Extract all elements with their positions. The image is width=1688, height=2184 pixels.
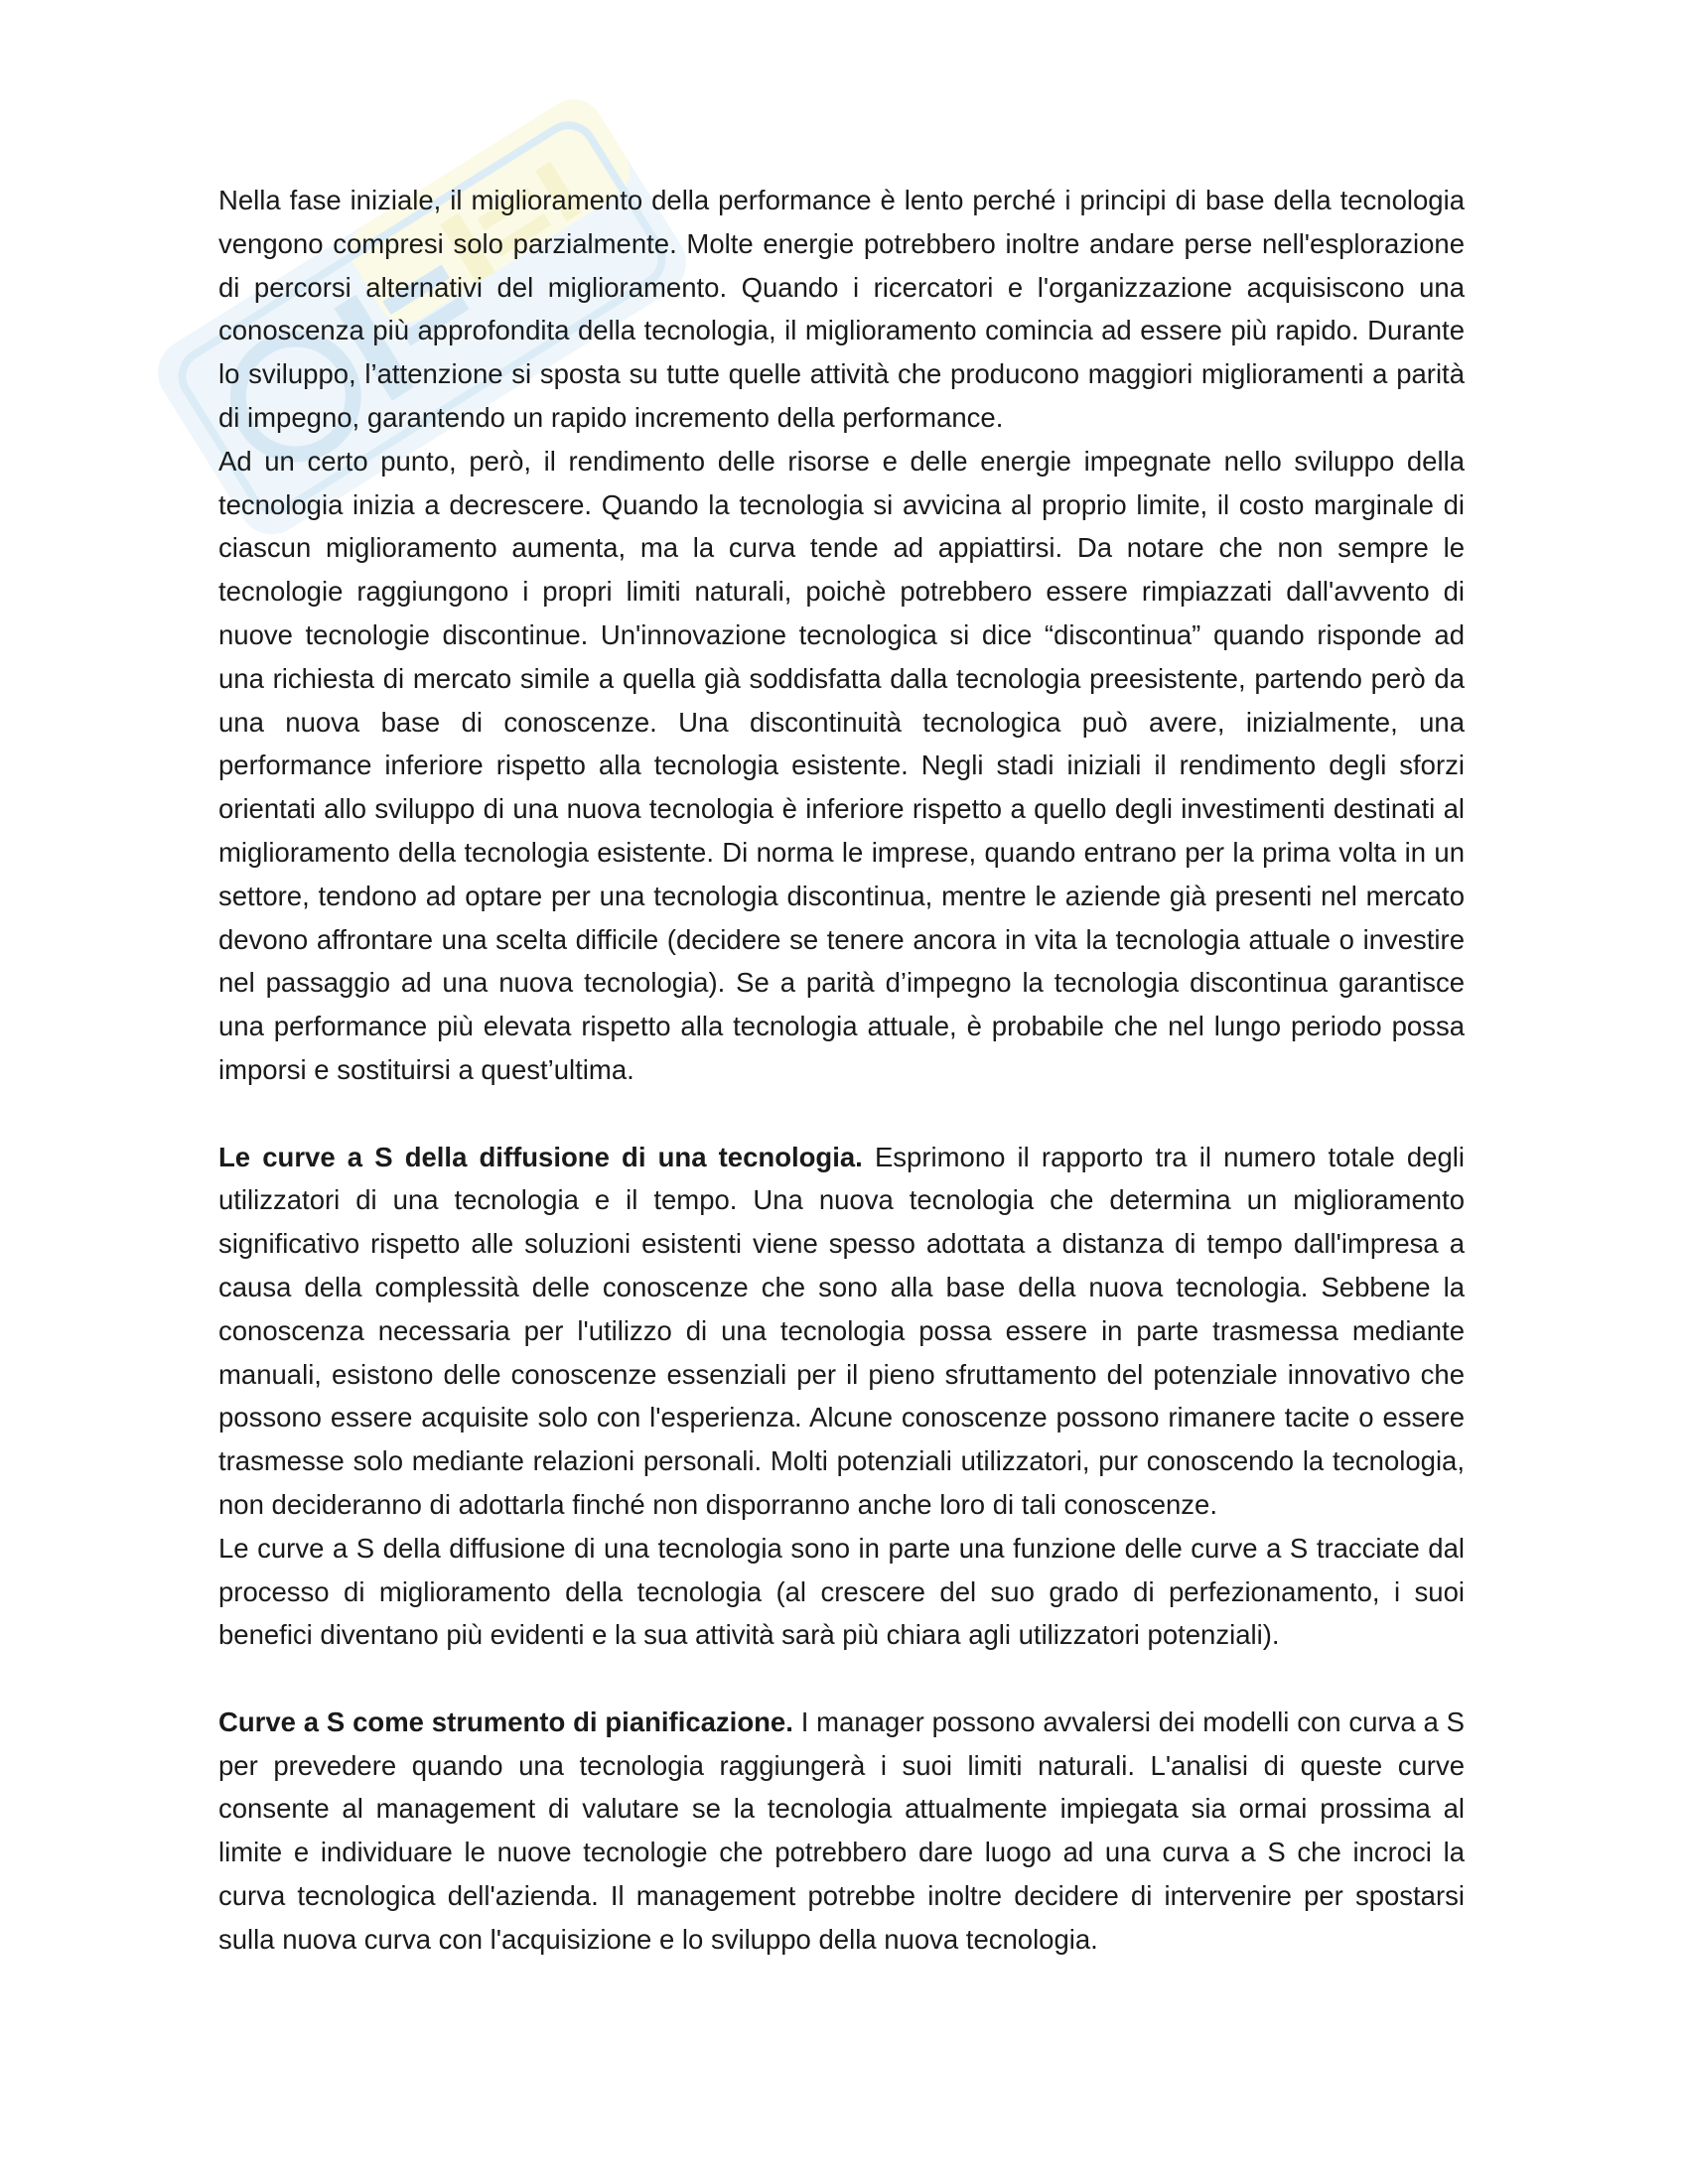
- section-diffusion-title: Le curve a S della diffusione di una tecnologia.: [218, 1141, 863, 1172]
- document-body: [218, 179, 1465, 1962]
- section-planning-title: Curve a S come strumento di pianificazione.: [218, 1706, 793, 1737]
- section-diffusion-body: Esprimono il rapporto tra il numero totale degli utilizzatori di una tecnologia e il tempo. Una nuova tecnologia che determina un miglioramento significativo rispetto alle soluzioni esistenti viene spesso adottata a distanza di tempo dall'impresa a causa della complessità delle conoscenze che sono alla base della nuova tecnologia. Sebbene la conoscenza necessaria per l'utilizzo di una tecnologia possa essere in parte trasmessa mediante manuali, esistono delle conoscenze essenziali per il pieno sfruttamento del potenziale innovativo che possono essere acquisite solo con l'esperienza. Alcune conoscenze possono rimanere tacite o essere trasmesse solo mediante relazioni personali. Molti potenziali utilizzatori, pur conoscendo la tecnologia, non decideranno di adottarla finché non disporranno anche loro di tali conoscenze.: [218, 1141, 1465, 1520]
- section-planning-body: I manager possono avvalersi dei modelli con curva a S per prevedere quando una tecnologia raggiungerà i suoi limiti naturali. L'analisi di queste curve consente al management di valutare se la tecnologia attualmente impiegata sia ormai prossima al limite e individuare le nuove tecnologie che potrebbero dare luogo ad una curva a S che incroci la curva tecnologica dell'azienda. Il management potrebbe inoltre decidere di intervenire per spostarsi sulla nuova curva con l'acquisizione e lo sviluppo della nuova tecnologia.: [218, 1706, 1465, 1955]
- section-planning: [218, 1701, 1465, 1962]
- paragraph-discontinuity: Ad un certo punto, però, il rendimento delle risorse e delle energie impegnate nello sviluppo della tecnologia inizia a decrescere. Quando la tecnologia si avvicina al proprio limite, il costo marginale di ciascun miglioramento aumenta, ma la curva tende ad appiattirsi. Da notare che non sempre le tecnologie raggiungono i propri limiti naturali, poichè potrebbero essere rimpiazzati dall'avvento di nuove tecnologie discontinue. Un'innovazione tecnologica si dice “discontinua” quando risponde ad una richiesta di mercato simile a quella già soddisfatta dalla tecnologia preesistente, partendo però da una nuova base di conoscenze. Una discontinuità tecnologica può avere, inizialmente, una performance inferiore rispetto alla tecnologia esistente. Negli stadi iniziali il rendimento degli sforzi orientati allo sviluppo di una nuova tecnologia è inferiore rispetto a quello degli investimenti destinati al miglioramento della tecnologia esistente. Di norma le imprese, quando entrano per la prima volta in un settore, tendono ad optare per una tecnologia discontinua, mentre le aziende già presenti nel mercato devono affrontare una scelta difficile (decidere se tenere ancora in vita la tecnologia attuale o investire nel passaggio ad una nuova tecnologia). Se a parità d’impegno la tecnologia discontinua garantisce una performance più elevata rispetto alla tecnologia attuale, è probabile che nel lungo periodo possa imporsi e sostituirsi a quest’ultima.: [218, 445, 1465, 1085]
- paragraph-spacer: [218, 1092, 1465, 1136]
- section-diffusion-paragraph-2: Le curve a S della diffusione di una tecnologia sono in parte una funzione delle curve a S tracciate dal processo di miglioramento della tecnologia (al crescere del suo grado di perfezionamento, i suoi benefici diventano più evidenti e la sua attività sarà più chiara agli utilizzatori potenziali).: [218, 1532, 1465, 1651]
- paragraph-performance-intro: Nella fase iniziale, il miglioramento della performance è lento perché i principi di base della tecnologia vengono compresi solo parzialmente. Molte energie potrebbero inoltre andare perse nell'esplorazione di percorsi alternativi del miglioramento. Quando i ricercatori e l'organizzazione acquisiscono una conoscenza più approfondita della tecnologia, il miglioramento comincia ad essere più rapido. Durante lo sviluppo, l’attenzione si sposta su tutte quelle attività che producono maggiori miglioramenti a parità di impegno, garantendo un rapido incremento della performance.: [218, 185, 1465, 433]
- section-diffusion: [218, 1136, 1465, 1527]
- paragraph-spacer: [218, 1657, 1465, 1701]
